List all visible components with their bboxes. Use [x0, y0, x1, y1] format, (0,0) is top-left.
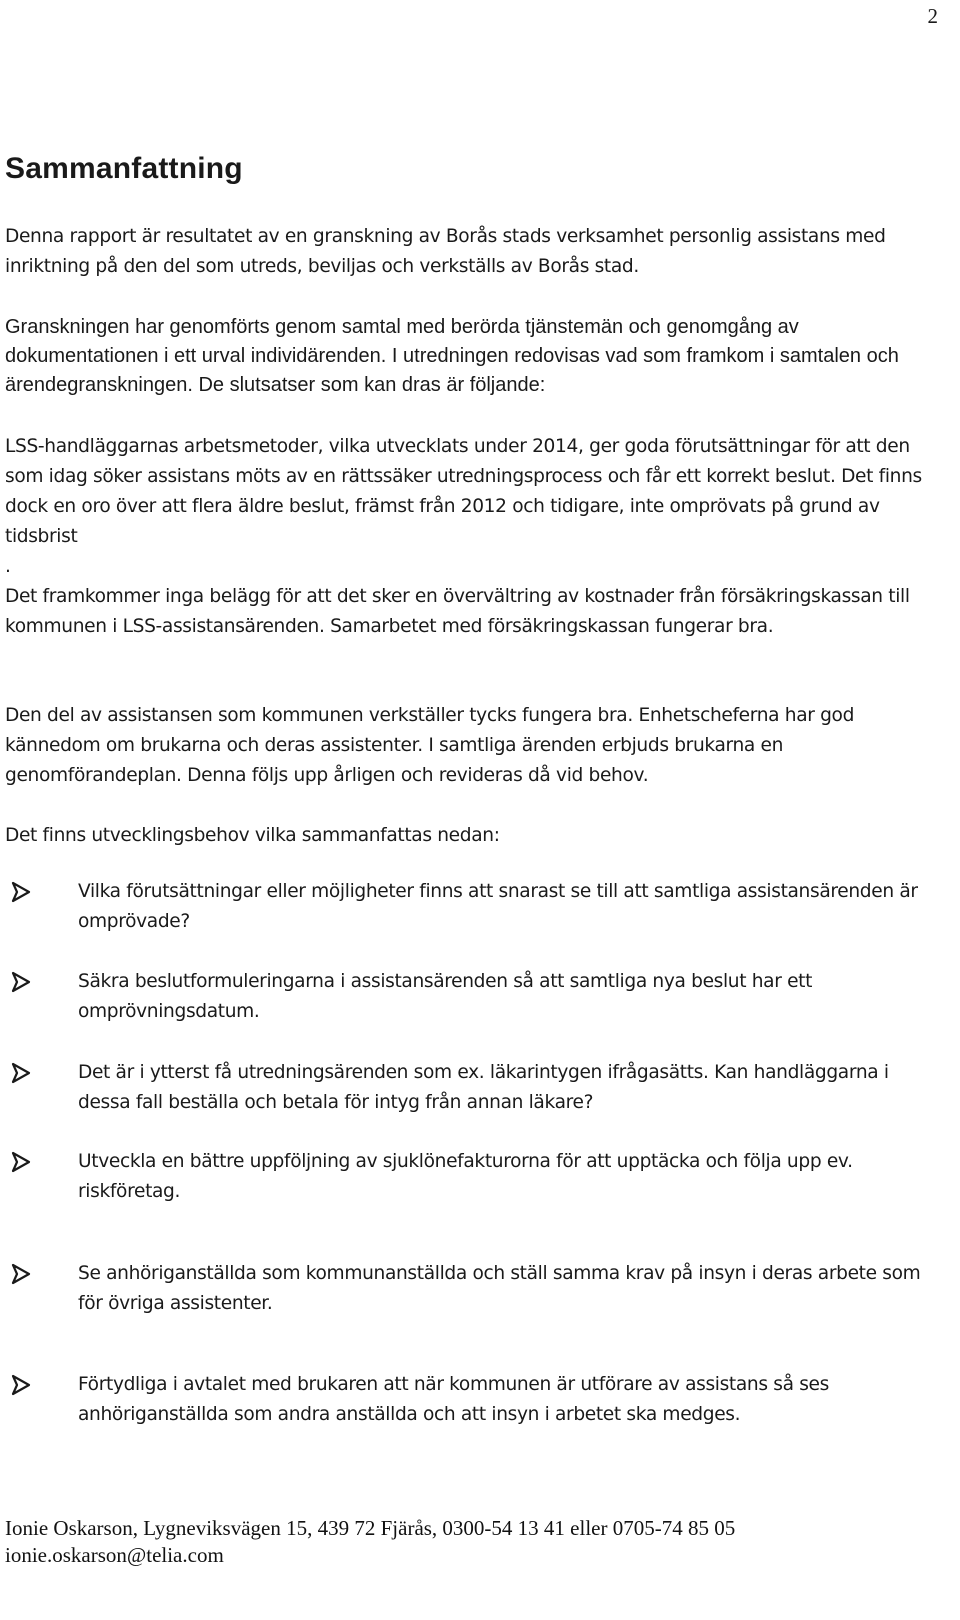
- list-item: [5, 967, 935, 1027]
- lss-paragraph: LSS-handläggarnas arbetsmetoder, vilka utvecklats under 2014, ger goda förutsättningar för att den som idag söker assistans möts av en rättssäker utredningsprocess och får ett korrekt beslut. Det finns dock en oro över att flera äldre beslut, främst från 2012 och tidigare, inte omprövats på grund av tidsbrist: [5, 436, 922, 547]
- arrowhead-bullet-icon: [10, 1373, 32, 1397]
- arrowhead-bullet-icon: [10, 1150, 32, 1174]
- list-item-text: Säkra beslutformuleringarna i assistansärenden så att samtliga nya beslut har ett omprövningsdatum.: [78, 971, 813, 1022]
- list-item-text: Utveckla en bättre uppföljning av sjuklönefakturorna för att upptäcka och följa upp ev. riskföretag.: [78, 1151, 853, 1202]
- arrowhead-bullet-icon: [10, 1061, 32, 1085]
- footer-email: ionie.oskarson@telia.com: [5, 1543, 224, 1567]
- list-item: [5, 1058, 935, 1118]
- page-title: Sammanfattning: [5, 152, 243, 185]
- list-item: [5, 1147, 935, 1207]
- stray-period: .: [5, 556, 11, 577]
- list-item: [5, 1259, 935, 1319]
- list-item-text: Det är i ytterst få utredningsärenden som ex. läkarintygen ifrågasätts. Kan handläggarna i dessa fall beställa och betala för intyg från annan läkare?: [78, 1062, 889, 1113]
- arrowhead-bullet-icon: [10, 970, 32, 994]
- footer-address: Ionie Oskarson, Lygneviksvägen 15, 439 72 Fjärås, 0300-54 13 41 eller 0705-74 85 05: [5, 1516, 736, 1540]
- list-item: [5, 877, 935, 937]
- list-item-text: Se anhöriganställda som kommunanställda och ställ samma krav på insyn i deras arbete som för övriga assistenter.: [78, 1263, 921, 1314]
- list-item-text: Vilka förutsättningar eller möjligheter finns att snarast se till att samtliga assistansärenden är omprövade?: [78, 881, 918, 932]
- execution-paragraph: Den del av assistansen som kommunen verkställer tycks fungera bra. Enhetscheferna har god kännedom om brukarna och deras assistenter. I samtliga ärenden erbjuds brukarna en genomförandeplan. Denna följs upp årligen och revideras då vid behov.: [5, 705, 855, 786]
- cost-paragraph: Det framkommer inga belägg för att det sker en övervältring av kostnader från försäkringskassan till kommunen i LSS-assistansärenden. Samarbetet med försäkringskassan fungerar bra.: [5, 586, 910, 637]
- needs-intro: Det finns utvecklingsbehov vilka sammanfattas nedan:: [5, 825, 500, 846]
- footer-contact: [5, 1515, 735, 1569]
- arrowhead-bullet-icon: [10, 1262, 32, 1286]
- list-item-text: Förtydliga i avtalet med brukaren att när kommunen är utförare av assistans så ses anhöriganställda som andra anställda och att insyn i arbetet ska medges.: [78, 1374, 829, 1425]
- arrowhead-bullet-icon: [10, 880, 32, 904]
- method-paragraph: Granskningen har genomförts genom samtal med berörda tjänstemän och genomgång av dokumentationen i ett urval individärenden. I utredningen redovisas vad som framkom i samtalen och ärendegranskningen. De slutsatser som kan dras är följande:: [5, 316, 899, 396]
- page-number: 2: [927, 4, 938, 28]
- list-item: [5, 1370, 935, 1430]
- intro-paragraph: Denna rapport är resultatet av en granskning av Borås stads verksamhet personlig assistans med inriktning på den del som utreds, beviljas och verkställs av Borås stad.: [5, 226, 886, 277]
